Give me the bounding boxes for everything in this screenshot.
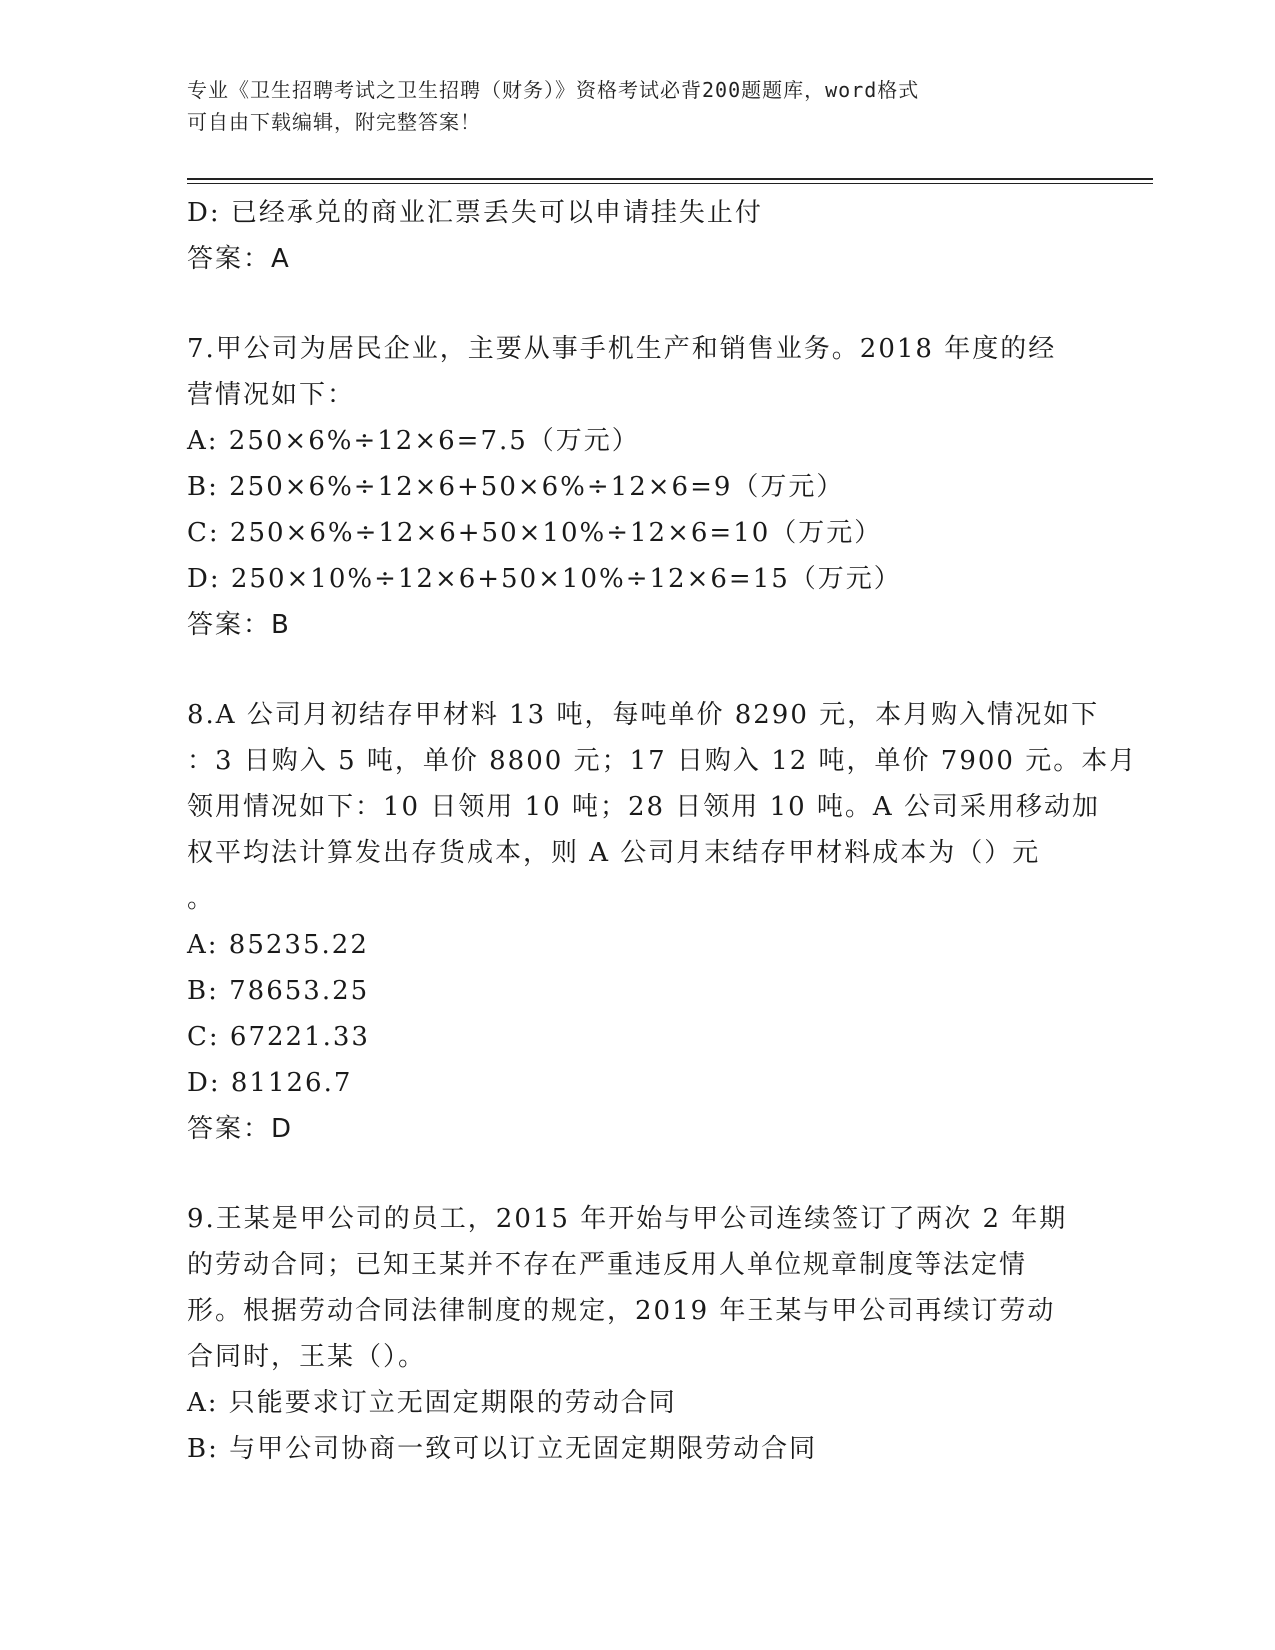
header-line-2: 可自由下载编辑，附完整答案！: [187, 110, 481, 134]
q9-stem-line-2: 的劳动合同；已知王某并不存在严重违反用人单位规章制度等法定情: [187, 1250, 1028, 1280]
q7-option-c: C: 250×6%÷12×6+50×10%÷12×6=10（万元）: [187, 518, 883, 548]
q9-option-a: A: 只能要求订立无固定期限的劳动合同: [187, 1388, 677, 1418]
q7-stem-line-2: 营情况如下：: [187, 380, 356, 410]
question-7: [187, 326, 1087, 648]
q8-option-c: C: 67221.33: [187, 1022, 370, 1052]
q9-stem-line-1: 9.王某是甲公司的员工，2015 年开始与甲公司连续签订了两次 2 年期: [187, 1204, 1068, 1234]
q7-stem-line-1: 7.甲公司为居民企业，主要从事手机生产和销售业务。2018 年度的经: [187, 334, 1057, 364]
q8-stem-line-4: 权平均法计算发出存货成本，则 A 公司月末结存甲材料成本为（）元: [187, 838, 1041, 868]
header-divider-thin: [187, 183, 1153, 184]
q8-stem-line-2: ：3 日购入 5 吨，单价 8800 元；17 日购入 12 吨，单价 7900 元。本月: [187, 746, 1138, 776]
question-8: [187, 692, 1138, 1152]
q7-option-b: B: 250×6%÷12×6+50×6%÷12×6=9（万元）: [187, 472, 845, 502]
q9-stem-line-4: 合同时，王某（）。: [187, 1342, 427, 1372]
document-header: [187, 74, 1067, 138]
q8-stem-line-5: 。: [187, 884, 216, 914]
q8-stem-line-1: 8.A 公司月初结存甲材料 13 吨，每吨单价 8290 元，本月购入情况如下: [187, 700, 1100, 730]
q6-answer: 答案：A: [187, 244, 291, 274]
q8-option-b: B: 78653.25: [187, 976, 370, 1006]
q8-answer: 答案：D: [187, 1114, 294, 1144]
q7-answer: 答案：B: [187, 610, 291, 640]
q8-stem-line-3: 领用情况如下：10 日领用 10 吨；28 日领用 10 吨。A 公司采用移动加: [187, 792, 1100, 822]
q7-option-a: A: 250×6%÷12×6=7.5（万元）: [187, 426, 640, 456]
question-6-tail: [187, 190, 1087, 282]
document-body: [187, 190, 1138, 1472]
q6-option-d: D: 已经承兑的商业汇票丢失可以申请挂失止付: [187, 198, 763, 228]
q7-option-d: D: 250×10%÷12×6+50×10%÷12×6=15（万元）: [187, 564, 902, 594]
q8-option-d: D: 81126.7: [187, 1068, 353, 1098]
q9-option-b: B: 与甲公司协商一致可以订立无固定期限劳动合同: [187, 1434, 818, 1464]
q9-stem-line-3: 形。根据劳动合同法律制度的规定，2019 年王某与甲公司再续订劳动: [187, 1296, 1056, 1326]
header-line-1: 专业《卫生招聘考试之卫生招聘（财务）》资格考试必背200题题库，word格式: [187, 78, 920, 102]
q8-option-a: A: 85235.22: [187, 930, 369, 960]
question-9: [187, 1196, 1087, 1472]
header-divider-thick: [187, 178, 1153, 180]
